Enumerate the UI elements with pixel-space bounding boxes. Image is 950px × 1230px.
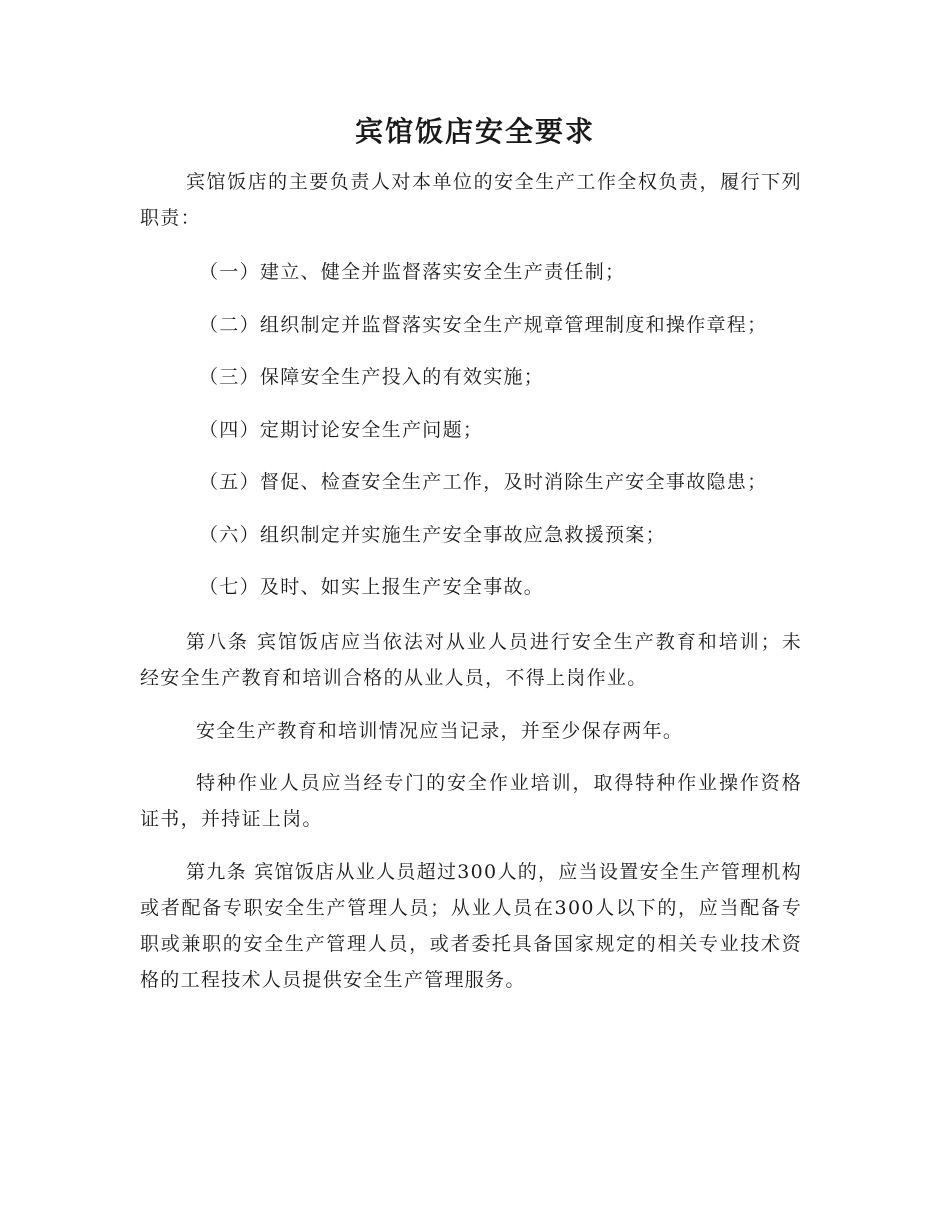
article-8-paragraph: 第八条 宾馆饭店应当依法对从业人员进行安全生产教育和培训；未经安全生产教育和培训合格的从业人员，不得上岗作业。 (140, 631, 802, 689)
duty-item-3: （三）保障安全生产投入的有效实施； (199, 366, 545, 388)
duty-item-1: （一）建立、健全并监督落实安全生产责任制； (199, 261, 626, 283)
document-title: 宾馆饭店安全要求 (354, 115, 595, 148)
duty-item-4: （四）定期讨论安全生产问题； (199, 419, 484, 441)
duty-item-7: （七）及时、如实上报生产安全事故。 (199, 576, 545, 598)
duty-item-5: （五）督促、检查安全生产工作，及时消除生产安全事故隐患； (199, 471, 768, 493)
special-operations-paragraph: 特种作业人员应当经专门的安全作业培训，取得特种作业操作资格证书，并持证上岗。 (140, 772, 802, 830)
article-9-paragraph: 第九条 宾馆饭店从业人员超过300人的，应当设置安全生产管理机构或者配备专职安全生产管理人员；从业人员在300人以下的，应当配备专职或兼职的安全生产管理人员，或者委托具备国家规定的相关专业技术资格的工程技术人员提供安全生产管理服务。 (140, 861, 802, 991)
training-record-paragraph: 安全生产教育和培训情况应当记录，并至少保存两年。 (196, 720, 684, 742)
duty-item-6: （六）组织制定并实施生产安全事故应急救援预案； (199, 524, 666, 546)
intro-paragraph: 宾馆饭店的主要负责人对本单位的安全生产工作全权负责，履行下列职责： (140, 171, 802, 229)
duty-item-2: （二）组织制定并监督落实安全生产规章管理制度和操作章程； (199, 314, 768, 336)
